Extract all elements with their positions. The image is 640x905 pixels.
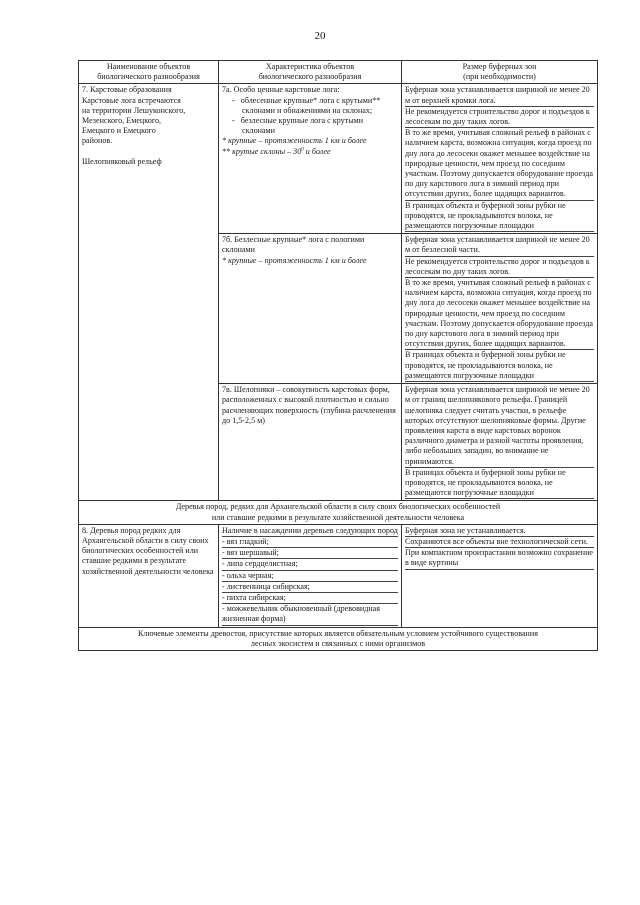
row7b-buffer — [402, 234, 598, 384]
header-text: Характеристика объектов — [265, 62, 355, 71]
row8-item: - можжевельник обыкновенный (древовидная жизненная форма) — [222, 604, 398, 625]
row7-name-line: 7. Карстовые образования — [82, 85, 172, 95]
section-heading-line: Ключевые элементы древостоя, присутствие которых является обязательным условием устойчивого существования — [138, 628, 538, 638]
row7-name-line: Емецкого и Емецкого — [82, 126, 156, 136]
row7b-characteristics — [219, 234, 402, 384]
buffer-para: В границах объекта и буферной зоны рубки не проводятся, не прокладываются волока, не размещаются погрузочные площадки — [405, 201, 594, 233]
header-text: (при необходимости) — [463, 72, 536, 82]
buffer-para: Буферная зона устанавливается шириной не менее 20 м от границ шелопнякового рельефа. Границей шелопняка следует считать участки, в рельефе которых отсутствуют шелопняковые формы. Другие проявления карста в виде карстовых воронок различного диаметра и разной частоты проявления, либо небольших западин, во внимание не принимаются. — [405, 385, 594, 468]
header-text: Размер буферных зон — [462, 62, 537, 71]
header-col-name — [79, 61, 219, 84]
row7c-buffer — [402, 384, 598, 501]
biodiversity-table — [78, 60, 598, 651]
row8-item: - лиственница сибирская; — [222, 582, 398, 593]
row7a-characteristics — [219, 84, 402, 234]
section-heading — [79, 627, 598, 650]
header-col-characteristics — [219, 61, 402, 84]
row7c-title: 7в. Шелопняки – совокупность карстовых форм, расположенных с высокой плотностью и сильно расчленяющих поверхность (глубина расчленения до 1,5-2,5 м) — [222, 385, 396, 425]
row7a-note1: * крупные – протяженность 1 км и более — [222, 136, 367, 146]
header-text: биологического разнообразия — [258, 72, 362, 82]
section-heading-line: или ставшие редкими в результате хозяйственной деятельности человека — [211, 512, 465, 522]
page-number: 20 — [314, 30, 326, 42]
buffer-para: При компактном произрастании возможно сохранение в виде куртины — [405, 548, 594, 569]
table-row — [79, 84, 598, 234]
buffer-para: Сохраняются все объекты вне технологической сети. — [405, 537, 594, 548]
row7-name-line: Мезенского, Емецкого, — [82, 116, 162, 126]
section-heading-row — [79, 627, 598, 650]
row8-item: - вяз гладкий; — [222, 537, 398, 548]
row7a-item: - облесенные крупные* лога с крутыми** склонами и обнажениями на склонах; — [232, 95, 381, 115]
buffer-para: Буферная зона устанавливается шириной не менее 20 м от верхней кромки лога. — [405, 85, 594, 106]
table-header-row — [79, 61, 598, 84]
row8-item: - ольха черная; — [222, 571, 398, 582]
table-row — [79, 524, 598, 627]
buffer-para: Не рекомендуется строительство дорог и подъездов к лесосекам по дну таких логов. — [405, 257, 594, 278]
row8-name-cell: 8. Деревья пород редких для Архангельской области в силу своих биологических особенностей или ставшие редкими в результате хозяйственной деятельности человека — [79, 524, 219, 627]
row8-item: - липа сердцелистная; — [222, 559, 398, 570]
header-text: биологического разнообразия — [97, 72, 200, 82]
row7-name-line: районов. — [82, 136, 113, 146]
row7a-item: - безлесные крупные лога с крутыми склонами — [232, 116, 364, 136]
buffer-para: В границах объекта и буферной зоны рубки не проводятся, не прокладываются волока, не размещаются погрузочные площадки — [405, 350, 594, 382]
row7b-note: * крупные – протяженность 1 км и более — [222, 255, 367, 265]
row7a-note2: ** крутые склоны – $30^0$ и более — [222, 146, 331, 156]
section-heading-line: Деревья пород, редких для Архангельской области в силу своих биологических особенностей — [175, 502, 501, 512]
row8-item: - вяз шершавый; — [222, 548, 398, 559]
row8-item: - пихта сибирская; — [222, 593, 398, 604]
row7-name-line: на территории Лешуконского, — [82, 105, 186, 115]
row7a-title: 7а. Особо ценные карстовые лога: — [222, 85, 340, 95]
row8-buffer — [402, 524, 598, 627]
buffer-para: В то же время, учитывая сложный рельеф в районах с наличием карста, возможна ситуация, когда проезд по дну лога до лесосеки окажет меньшее воздействие на природные ценности, чем проезд по соседним участкам. Поэтому допускается оборудование проезда по дну карстового лога в зимний период при отсутствии других, более щадящих вариантов. — [405, 128, 594, 200]
row8-intro: Наличие в насаждении деревьев следующих пород — [222, 526, 398, 537]
row7-name-line: Карстовые лога встречаются — [82, 95, 181, 105]
buffer-para: В границах объекта и буферной зоны рубки не проводятся, не прокладываются волока, не размещаются погрузочные площадки — [405, 468, 594, 500]
row7b-title: 7б. Безлесные крупные* лога с пологими склонами — [222, 235, 365, 255]
section-heading-row — [79, 501, 598, 524]
row7-name-cell — [79, 84, 219, 501]
header-text: Наименование объектов — [106, 62, 191, 71]
header-col-buffer — [402, 61, 598, 84]
row7c-characteristics — [219, 384, 402, 501]
buffer-para: В то же время, учитывая сложный рельеф в районах с наличием карста, возможна ситуация, когда проезд по дну лога до лесосеки окажет меньшее воздействие на природные ценности, чем проезд по соседним участкам. Поэтому допускается оборудование проезда по дну карстового лога в зимний период при отсутствии других, более щадящих вариантов. — [405, 278, 594, 350]
buffer-para: Буферная зона устанавливается шириной не менее 20 м от безлесной части. — [405, 235, 594, 256]
row7a-buffer — [402, 84, 598, 234]
buffer-para: Буферная зона не устанавливается. — [405, 526, 594, 537]
section-heading-line: лесных экосистем и связанных с ними организмов — [250, 638, 426, 648]
row8-characteristics — [219, 524, 402, 627]
section-heading — [79, 501, 598, 524]
row7-name-extra: Шелопняковый рельеф — [82, 156, 162, 166]
buffer-para: Не рекомендуется строительство дорог и подъездов к лесосекам по дну таких логов. — [405, 107, 594, 128]
